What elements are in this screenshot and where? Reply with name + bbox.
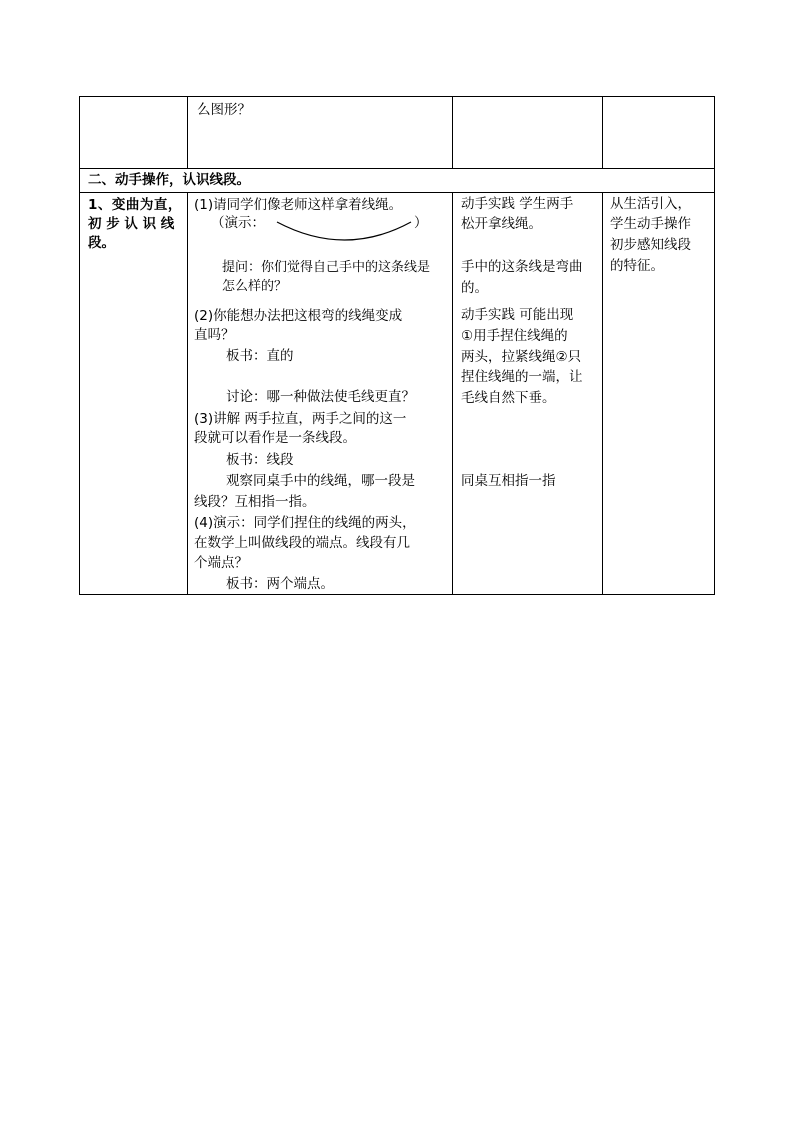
design-intent-line: 从生活引入， [610, 196, 691, 212]
column-divider [452, 192, 453, 595]
teacher-activity-line: (1)请同学们像老师这样拿着线绳。 [194, 197, 403, 213]
step-title-line: 1、变曲为直， [88, 197, 182, 213]
board-note: 板书：直的 [226, 348, 294, 364]
teacher-activity-line: 怎么样的？ [222, 279, 288, 294]
column-divider [602, 97, 603, 168]
student-activity-line: 两头，拉紧线绳②只 [461, 349, 582, 365]
lesson-plan-table [79, 96, 715, 595]
board-note: 板书：线段 [226, 452, 294, 468]
student-activity-line: 动手实践 可能出现 [461, 307, 574, 323]
student-activity-line: 手中的这条线是弯曲 [461, 259, 583, 275]
design-intent-line: 的特征。 [610, 258, 664, 274]
step-title-line: 初 步 认 识 线 [88, 216, 175, 232]
teacher-activity-line: 个端点？ [194, 555, 248, 571]
row-divider [80, 168, 714, 169]
section-title: 二、动手操作，认识线段。 [88, 172, 250, 188]
demo-label: （演示： [211, 215, 265, 231]
student-activity-line: 的。 [461, 280, 488, 296]
student-activity-line: 毛线自然下垂。 [461, 390, 556, 406]
step-title-line: 段。 [88, 235, 115, 251]
student-activity-line: 同桌互相指一指 [461, 473, 556, 489]
column-divider [187, 97, 188, 168]
column-divider [452, 97, 453, 168]
student-activity-line: 松开拿线绳。 [461, 216, 542, 232]
student-activity-line: 捏住线绳的一端，让 [461, 369, 583, 385]
teacher-activity-line: 线段？互相指一指。 [194, 494, 316, 510]
column-divider [187, 192, 188, 595]
board-note: 板书：两个端点。 [226, 576, 334, 592]
curved-rope-illustration [275, 218, 415, 248]
teacher-activity-line: (3)讲解 两手拉直，两手之间的这一 [194, 411, 407, 427]
demo-close-paren: ） [414, 215, 428, 231]
teacher-activity-line: (2)你能想办法把这根弯的线绳变成 [194, 308, 403, 324]
teacher-activity-line: 直吗？ [194, 327, 235, 343]
student-activity-line: 动手实践 学生两手 [461, 196, 574, 212]
design-intent-line: 学生动手操作 [610, 216, 691, 232]
teacher-activity-line: 讨论：哪一种做法使毛线更直？ [226, 389, 415, 405]
teacher-activity-line: 段就可以看作是一条线段。 [194, 430, 356, 446]
student-activity-line: ①用手捏住线绳的 [461, 328, 568, 344]
design-intent-line: 初步感知线段 [610, 237, 691, 253]
teacher-activity-line: 在数学上叫做线段的端点。线段有几 [194, 535, 410, 551]
teacher-activity-line: 观察同桌手中的线绳，哪一段是 [226, 473, 415, 489]
teacher-activity-line: 提问：你们觉得自己手中的这条线是 [222, 260, 431, 275]
teacher-activity-line: (4)演示：同学们捏住的线绳的两头， [194, 515, 416, 531]
column-divider [602, 192, 603, 595]
row-divider [80, 192, 714, 193]
row1-activity-text: 么图形？ [197, 102, 251, 118]
